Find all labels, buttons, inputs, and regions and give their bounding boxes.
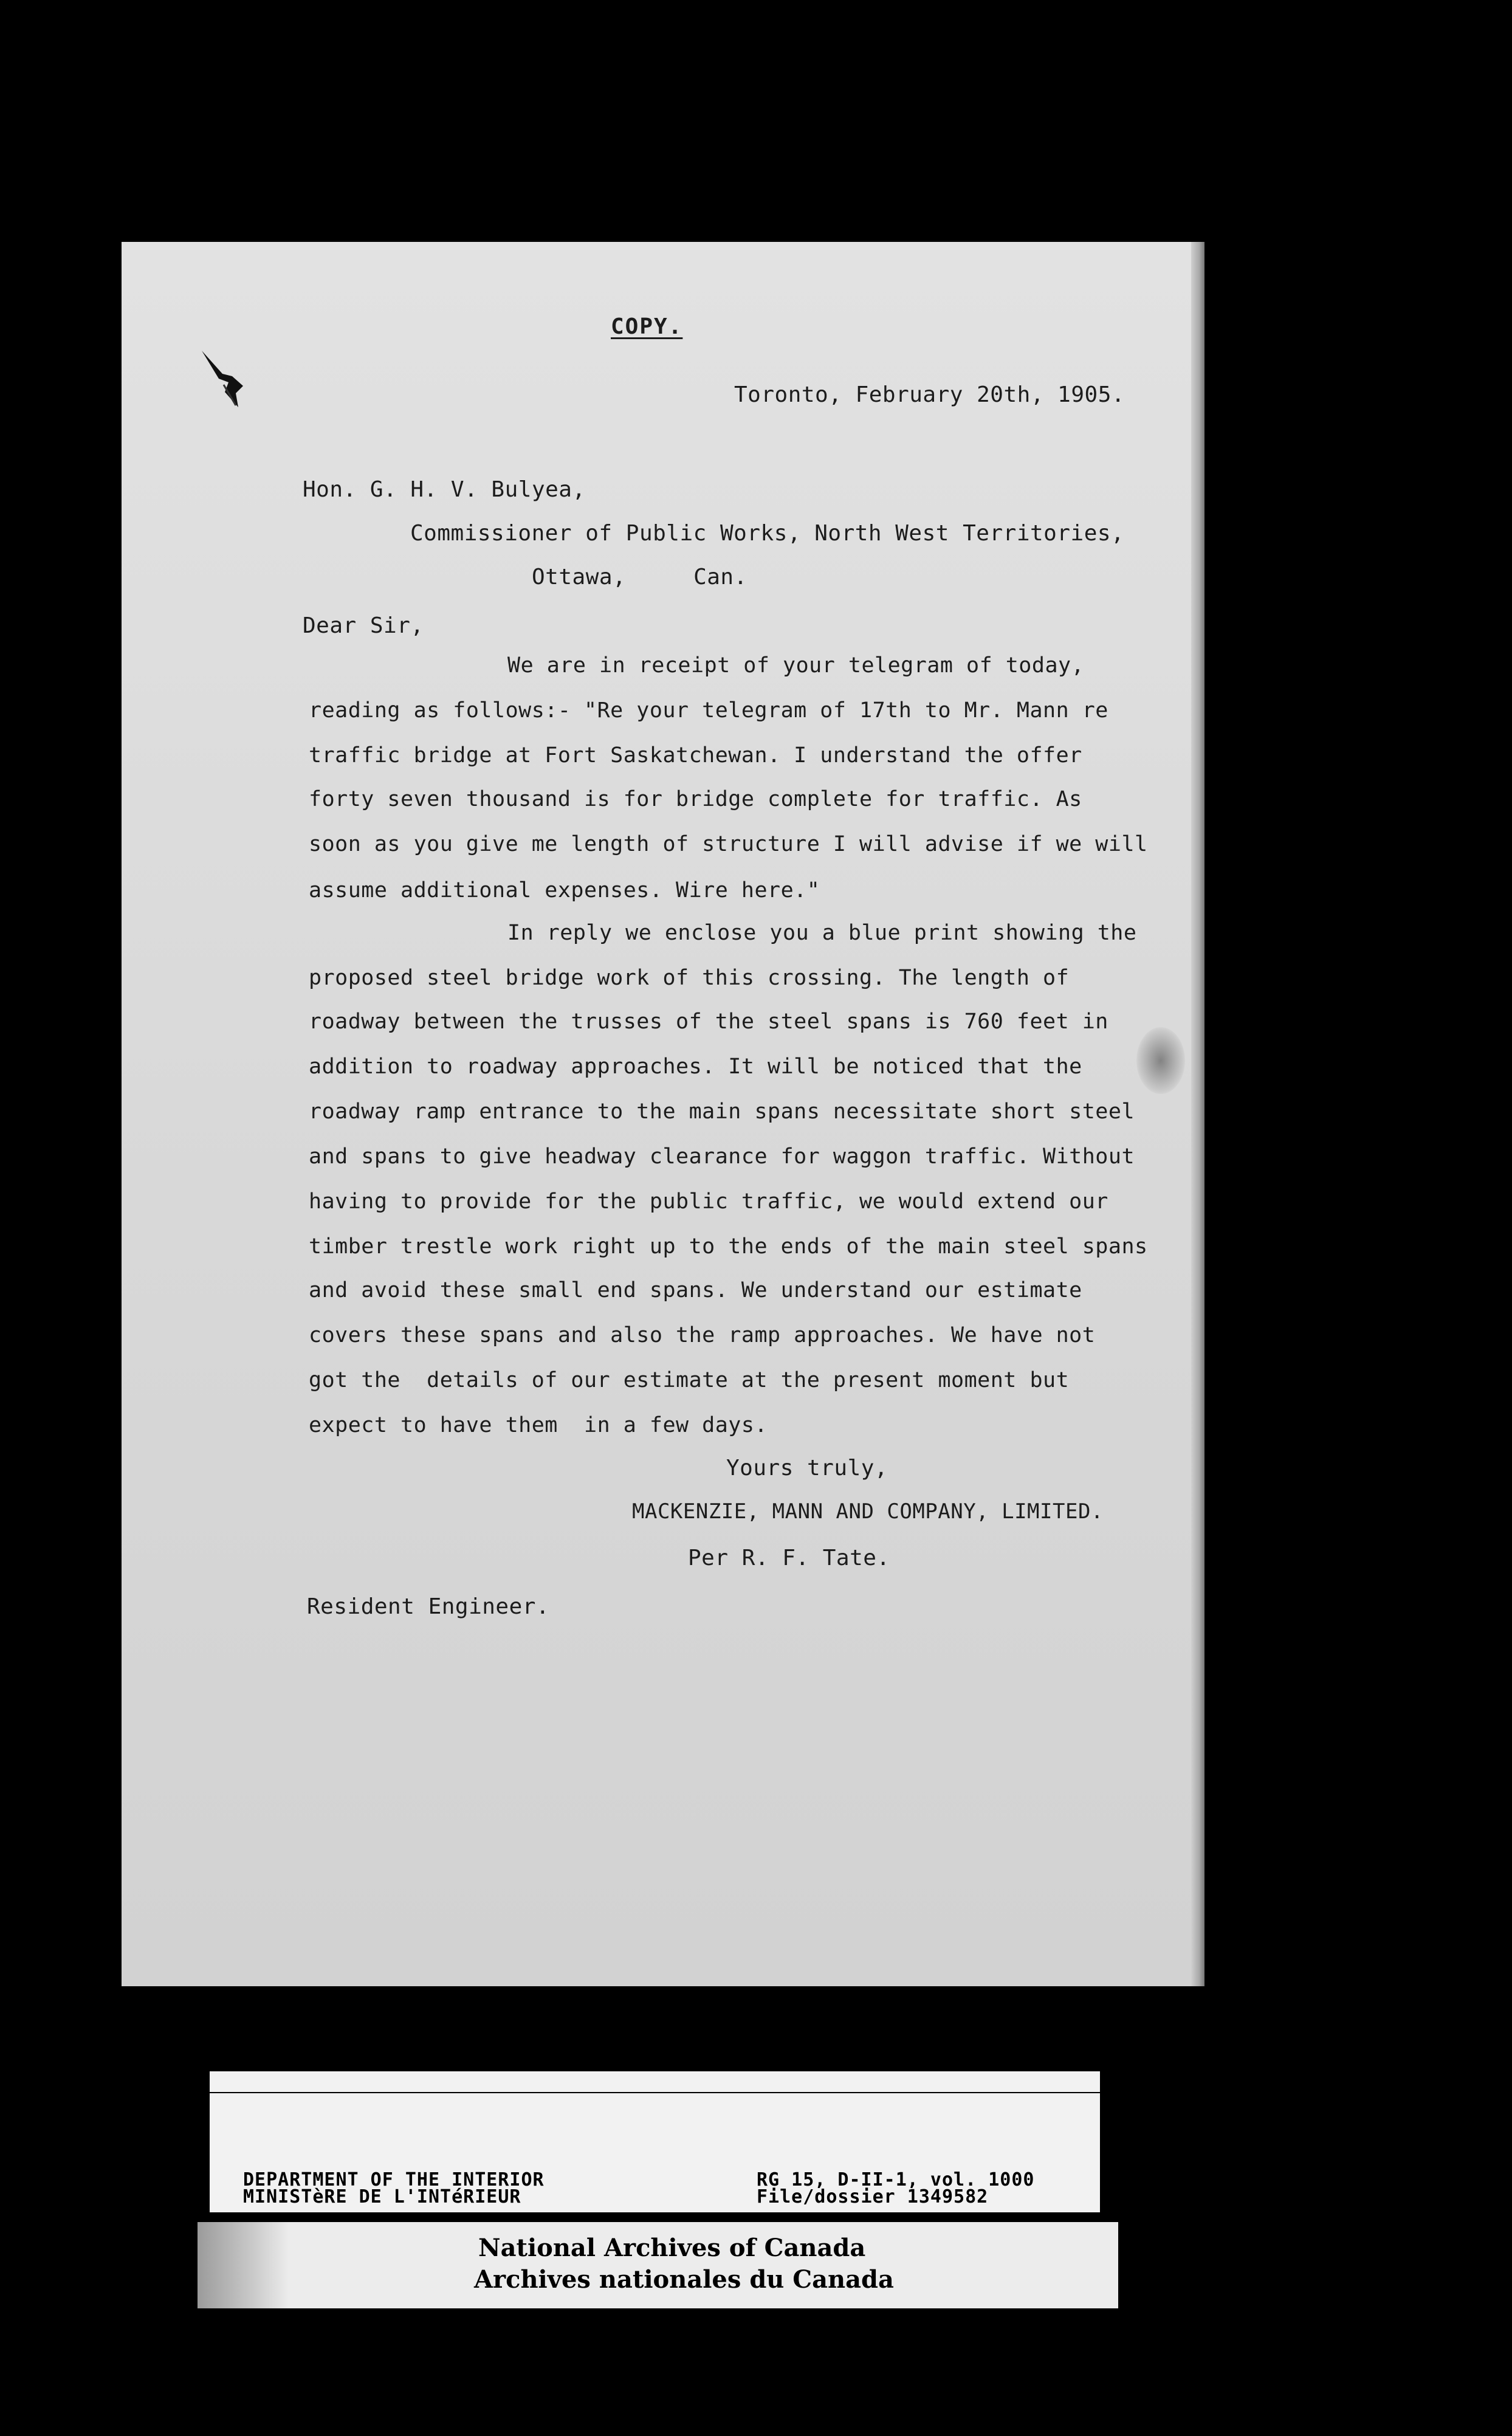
body-line: timber trestle work right up to the ends of the main steel spans [309,1234,1148,1259]
recipient-title: Commissioner of Public Works, North West Territories, [410,521,1125,546]
ink-smudge [1136,1027,1185,1094]
archives-name-fr: Archives nationales du Canada [474,2265,894,2294]
archive-reference: RG 15, D-II-1, vol. 1000 [757,2169,1035,2190]
dept-name-fr: MINISTèRE DE L'INTéRIEUR [243,2186,521,2207]
letter-heading: COPY. [611,314,683,339]
body-line: and spans to give headway clearance for waggon traffic. Without [309,1144,1135,1169]
tear-mark [201,349,255,416]
body-line: forty seven thousand is for bridge complete for traffic. As [309,787,1082,811]
archive-file-number: File/dossier 1349582 [757,2186,989,2207]
archives-name-en: National Archives of Canada [478,2234,866,2262]
body-line: covers these spans and also the ramp approaches. We have not [309,1323,1096,1347]
body-line: roadway ramp entrance to the main spans necessitate short steel [309,1099,1135,1124]
body-line: soon as you give me length of structure I will advise if we will [309,832,1148,856]
body-line: addition to roadway approaches. It will be noticed that the [309,1055,1082,1079]
body-line: got the details of our estimate at the present moment but [309,1368,1070,1392]
letter-dateline: Toronto, February 20th, 1905. [734,382,1125,407]
signatory-title: Resident Engineer. [307,1594,550,1619]
dept-name-en: DEPARTMENT OF THE INTERIOR [243,2169,545,2190]
signatory: Per R. F. Tate. [688,1546,890,1571]
salutation: Dear Sir, [303,613,424,638]
body-line: proposed steel bridge work of this crossing. The length of [309,966,1070,990]
label-rule [207,2092,1101,2093]
recipient-name: Hon. G. H. V. Bulyea, [303,477,586,502]
body-line: expect to have them in a few days. [309,1413,768,1437]
body-line: having to provide for the public traffic, we would extend our [309,1189,1108,1214]
body-line: and avoid these small end spans. We understand our estimate [309,1278,1082,1302]
body-line: roadway between the trusses of the steel spans is 760 feet in [309,1010,1108,1034]
closing: Yours truly, [726,1456,888,1481]
body-line: In reply we enclose you a blue print showing the [507,921,1137,945]
recipient-location: Ottawa, Can. [532,565,747,590]
body-line: assume additional expenses. Wire here." [309,878,820,903]
company-name: MACKENZIE, MANN AND COMPANY, LIMITED. [632,1499,1104,1524]
body-line: traffic bridge at Fort Saskatchewan. I understand the offer [309,743,1082,768]
page-edge-shadow [1191,242,1204,1986]
body-line: reading as follows:- "Re your telegram of 17th to Mr. Mann re [309,698,1108,723]
stamp-shading [198,2222,289,2308]
body-line: We are in receipt of your telegram of today, [507,653,1085,678]
